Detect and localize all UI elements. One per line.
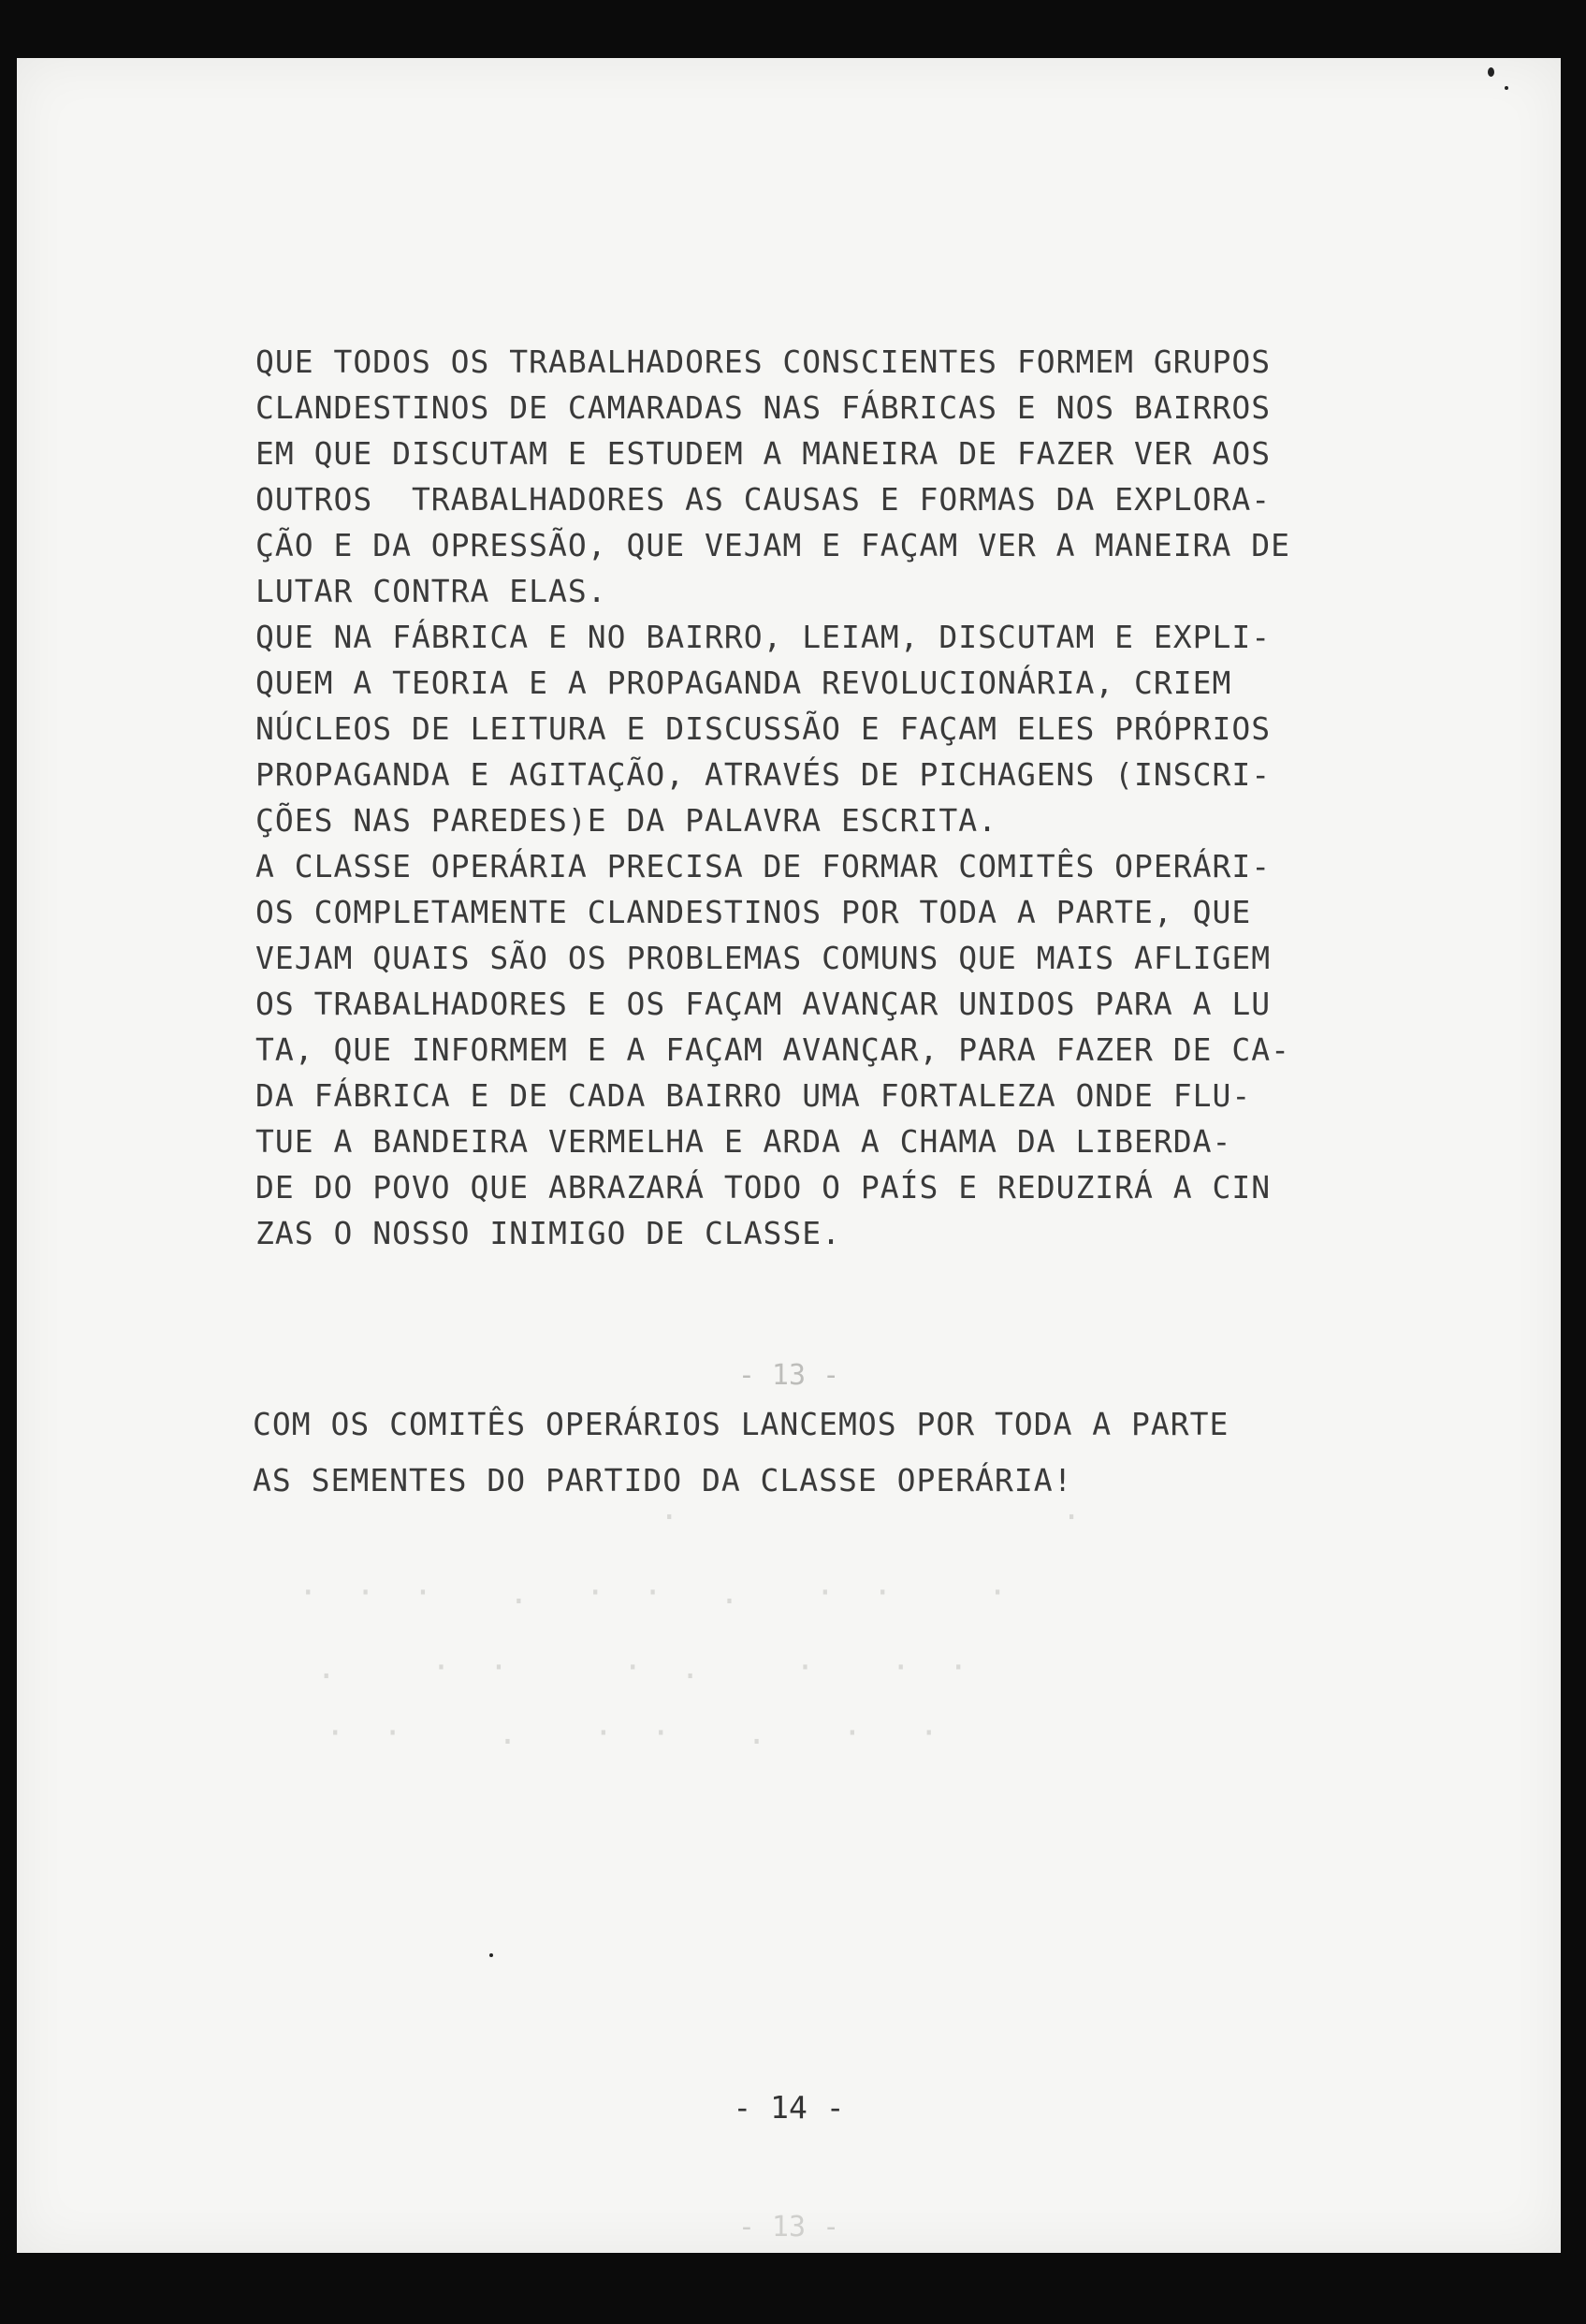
text-line: OS TRABALHADORES E OS FAÇAM AVANÇAR UNIDOS PARA A LU [255, 986, 1272, 1022]
bleed-through-text: . . · · · . · · . · · · . · · · . · · · · · . · · . · · [260, 1490, 1082, 1752]
bleed-page-number-mid: - 13 - [737, 1359, 840, 1392]
document-page [17, 58, 1561, 2253]
text-line: ZAS O NOSSO INIMIGO DE CLASSE. [255, 1215, 842, 1251]
text-line: DE DO POVO QUE ABRAZARÁ TODO O PAÍS E REDUZIRÁ A CIN [255, 1169, 1272, 1206]
closing-line: COM OS COMITÊS OPERÁRIOS LANCEMOS POR TODA A PARTE [253, 1406, 1230, 1442]
text-line: CLANDESTINOS DE CAMARADAS NAS FÁBRICAS E NOS BAIRROS [255, 389, 1272, 426]
ink-speck [1505, 86, 1508, 90]
text-line: QUE TODOS OS TRABALHADORES CONSCIENTES FORMEM GRUPOS [255, 343, 1272, 380]
text-line: OUTROS TRABALHADORES AS CAUSAS E FORMAS DA EXPLORA- [255, 481, 1272, 518]
text-line: LUTAR CONTRA ELAS. [255, 573, 607, 609]
page-number: - 14 - [733, 2089, 845, 2126]
text-line: QUEM A TEORIA E A PROPAGANDA REVOLUCIONÁRIA, CRIEM [255, 665, 1232, 701]
body-text [255, 339, 1303, 1256]
text-line: DA FÁBRICA E DE CADA BAIRRO UMA FORTALEZA ONDE FLU- [255, 1077, 1252, 1114]
text-line: ÇÃO E DA OPRESSÃO, QUE VEJAM E FAÇAM VER A MANEIRA DE [255, 527, 1290, 563]
text-line: OS COMPLETAMENTE CLANDESTINOS POR TODA A PARTE, QUE [255, 894, 1252, 930]
ink-speck [489, 1953, 493, 1957]
text-line: ÇÕES NAS PAREDES)E DA PALAVRA ESCRITA. [255, 802, 997, 839]
text-line: NÚCLEOS DE LEITURA E DISCUSSÃO E FAÇAM ELES PRÓPRIOS [255, 710, 1272, 747]
text-line: QUE NA FÁBRICA E NO BAIRRO, LEIAM, DISCUTAM E EXPLI- [255, 619, 1272, 655]
bleed-page-number: - 13 - [737, 2211, 840, 2244]
text-line: VEJAM QUAIS SÃO OS PROBLEMAS COMUNS QUE MAIS AFLIGEM [255, 940, 1272, 976]
text-line: TUE A BANDEIRA VERMELHA E ARDA A CHAMA DA LIBERDA- [255, 1123, 1232, 1160]
text-line: PROPAGANDA E AGITAÇÃO, ATRAVÉS DE PICHAGENS (INSCRI- [255, 756, 1272, 793]
ink-speck [1488, 67, 1494, 77]
closing-slogan [253, 1396, 1229, 1509]
text-line: TA, QUE INFORMEM E A FAÇAM AVANÇAR, PARA FAZER DE CA- [255, 1031, 1290, 1068]
text-line: A CLASSE OPERÁRIA PRECISA DE FORMAR COMITÊS OPERÁRI- [255, 848, 1272, 884]
closing-line: AS SEMENTES DO PARTIDO DA CLASSE OPERÁRIA! [253, 1462, 1073, 1498]
text-line: EM QUE DISCUTAM E ESTUDEM A MANEIRA DE FAZER VER AOS [255, 435, 1272, 472]
